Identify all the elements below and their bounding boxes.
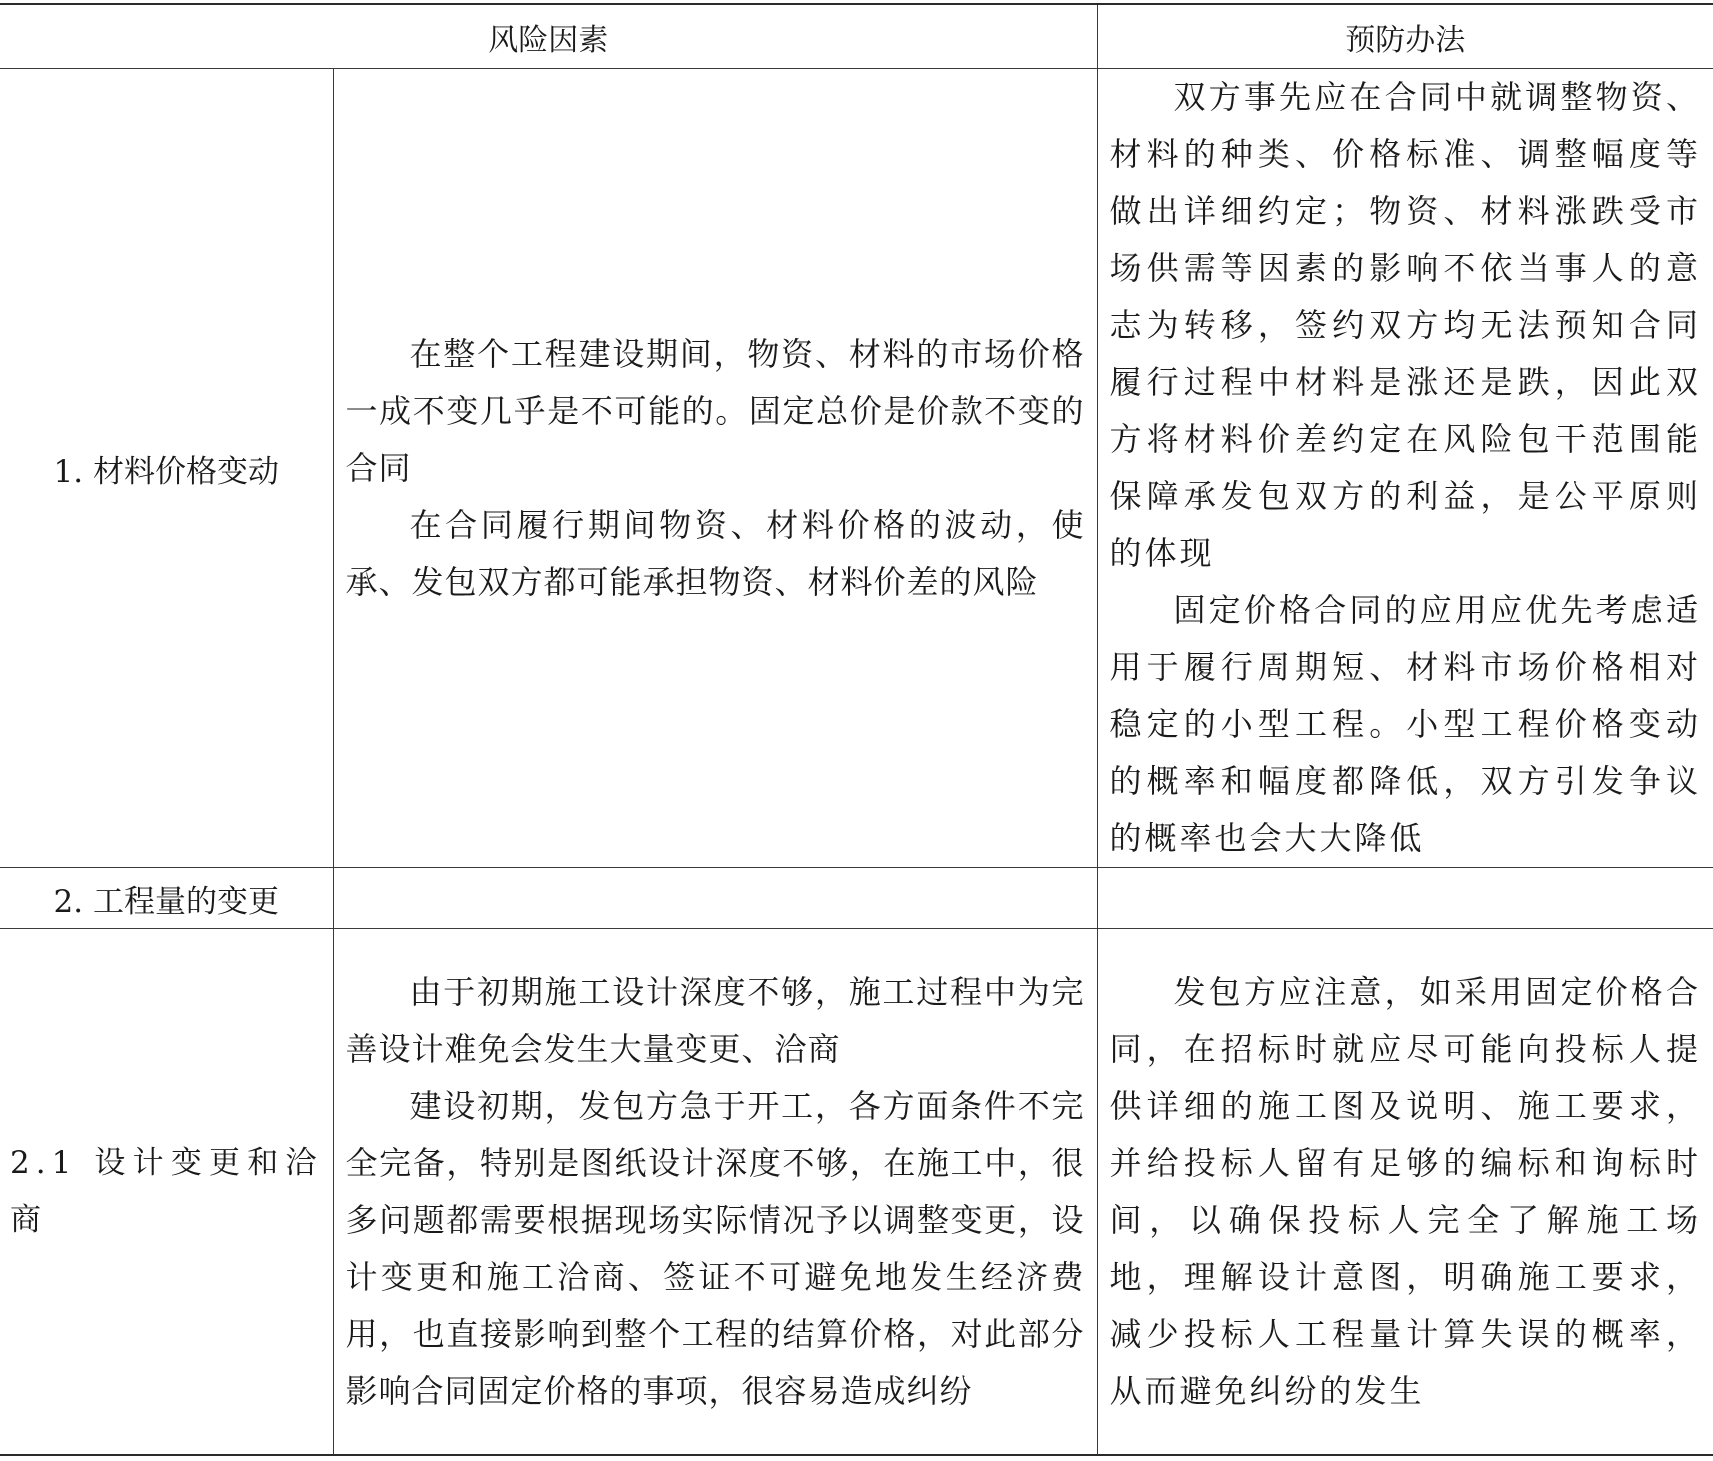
prevention-cell <box>1097 929 1713 1456</box>
risk-cell <box>333 929 1097 1456</box>
prevention-cell <box>1097 69 1713 868</box>
prevention-paragraph: 发包方应注意，如采用固定价格合同，在招标时就应尽可能向投标人提供详细的施工图及说明、施工要求，并给投标人留有足够的编标和询标时间，以确保投标人完全了解施工场地，理解设计意图，明确施工要求，减少投标人工程量计算失误的概率，从而避免纠纷的发生 <box>1109 972 1701 1410</box>
row-label: 1. 材料价格变动 <box>0 69 333 868</box>
row-label: 2.1 设计变更和洽商 <box>0 929 333 1456</box>
table-row <box>0 69 1713 868</box>
risk-paragraph: 在整个工程建设期间，物资、材料的市场价格一成不变几乎是不可能的。固定总价是价款不变的合同 <box>345 334 1085 487</box>
risk-cell <box>333 868 1097 929</box>
row-label: 2. 工程量的变更 <box>0 868 333 929</box>
risk-cell <box>333 69 1097 868</box>
prevention-cell <box>1097 868 1713 929</box>
table-row <box>0 868 1713 929</box>
table-row <box>0 929 1713 1456</box>
risk-paragraph: 建设初期，发包方急于开工，各方面条件不完全完备，特别是图纸设计深度不够，在施工中，很多问题都需要根据现场实际情况予以调整变更，设计变更和施工洽商、签证不可避免地发生经济费用，也直接影响到整个工程的结算价格，对此部分影响合同固定价格的事项，很容易造成纠纷 <box>345 1086 1085 1410</box>
prevention-paragraph: 固定价格合同的应用应优先考虑适用于履行周期短、材料市场价格相对稳定的小型工程。小型工程价格变动的概率和幅度都降低，双方引发争议的概率也会大大降低 <box>1109 591 1701 857</box>
header-row <box>0 4 1713 69</box>
prevention-paragraph: 双方事先应在合同中就调整物资、材料的种类、价格标准、调整幅度等做出详细约定；物资、材料涨跌受市场供需等因素的影响不依当事人的意志为转移，签约双方均无法预知合同履行过程中材料是涨还是跌，因此双方将材料价差约定在风险包干范围能保障承发包双方的利益，是公平原则的体现 <box>1109 78 1701 572</box>
risk-prevention-table <box>0 3 1713 1456</box>
risk-paragraph: 在合同履行期间物资、材料价格的波动，使承、发包双方都可能承担物资、材料价差的风险 <box>345 505 1085 601</box>
header-risk-factor: 风险因素 <box>0 4 1097 69</box>
risk-paragraph: 由于初期施工设计深度不够，施工过程中为完善设计难免会发生大量变更、洽商 <box>345 972 1085 1068</box>
header-prevention: 预防办法 <box>1097 4 1713 69</box>
